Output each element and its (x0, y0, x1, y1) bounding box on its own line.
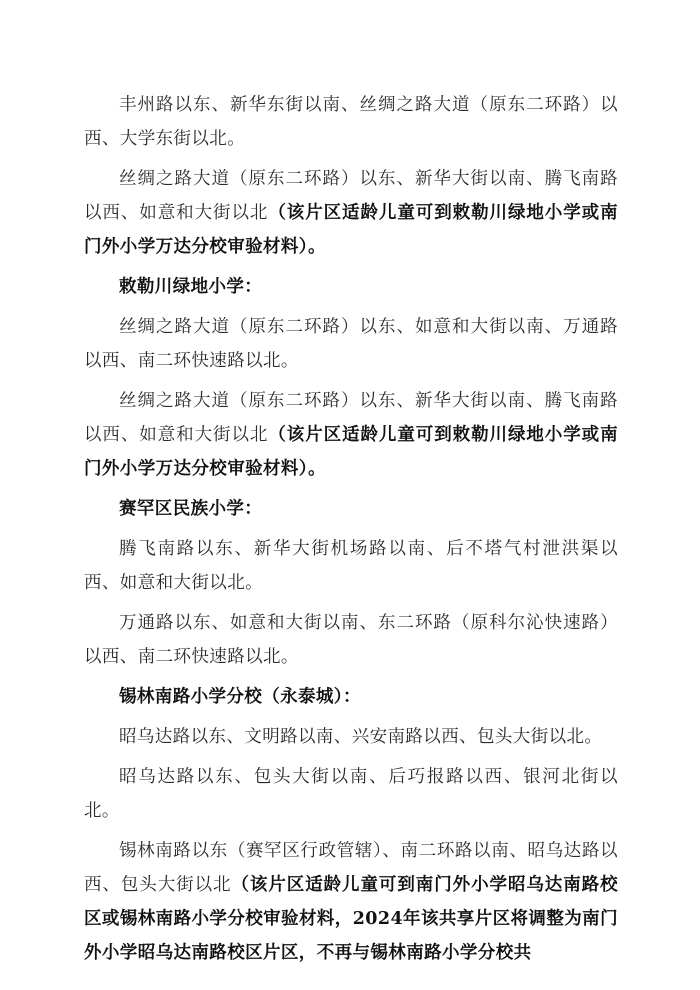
paragraph (84, 162, 618, 264)
paragraph (84, 532, 618, 600)
paragraph (84, 88, 618, 156)
paragraph-text: 丝绸之路大道（原东二环路）以东、新华大街以南、腾飞南路以西、如意和大街以北 (84, 169, 618, 223)
paragraph-text: 锡林南路以东（赛罕区行政管辖）、南二环路以南、昭乌达路以西、包头大街以北 (84, 841, 618, 895)
paragraph (84, 384, 618, 486)
paragraph-note: （该片区适龄儿童可到敕勒川绿地小学或南门外小学万达分校审验材料）。 (84, 203, 618, 257)
section-heading: 敕勒川绿地小学： (119, 277, 263, 297)
paragraph-text: 昭乌达路以东、文明路以南、兴安南路以西、包头大街以北。 (119, 727, 603, 747)
paragraph-text: 丝绸之路大道（原东二环路）以东、如意和大街以南、万通路以西、南二环快速路以北。 (84, 317, 618, 371)
paragraph-text: 腾飞南路以东、新华大街机场路以南、后不塔气村泄洪渠以西、如意和大街以北。 (84, 539, 618, 593)
section-heading: 锡林南路小学分校（永泰城）： (119, 687, 361, 707)
paragraph (84, 760, 618, 828)
paragraph-text: 昭乌达路以东、包头大街以南、后巧报路以西、银河北街以北。 (84, 767, 618, 821)
paragraph (84, 310, 618, 378)
paragraph (84, 834, 618, 970)
paragraph (84, 720, 618, 754)
paragraph-text: 丝绸之路大道（原东二环路）以东、新华大街以南、腾飞南路以西、如意和大街以北 (84, 391, 618, 445)
paragraph-note: （该片区适龄儿童可到敕勒川绿地小学或南门外小学万达分校审验材料）。 (84, 425, 618, 479)
paragraph-note: （该片区适龄儿童可到南门外小学昭乌达南路校区或锡林南路小学分校审验材料，2024年该共享片区将调整为南门外小学昭乌达南路校区片区，不再与锡林南路小学分校共 (84, 875, 619, 963)
document-page (84, 88, 618, 976)
paragraph (84, 606, 618, 674)
paragraph-text: 万通路以东、如意和大街以南、东二环路（原科尔沁快速路）以西、南二环快速路以北。 (84, 613, 618, 667)
section-heading: 赛罕区民族小学： (119, 499, 263, 519)
paragraph-text: 丰州路以东、新华东街以南、丝绸之路大道（原东二环路）以西、大学东街以北。 (84, 95, 618, 149)
